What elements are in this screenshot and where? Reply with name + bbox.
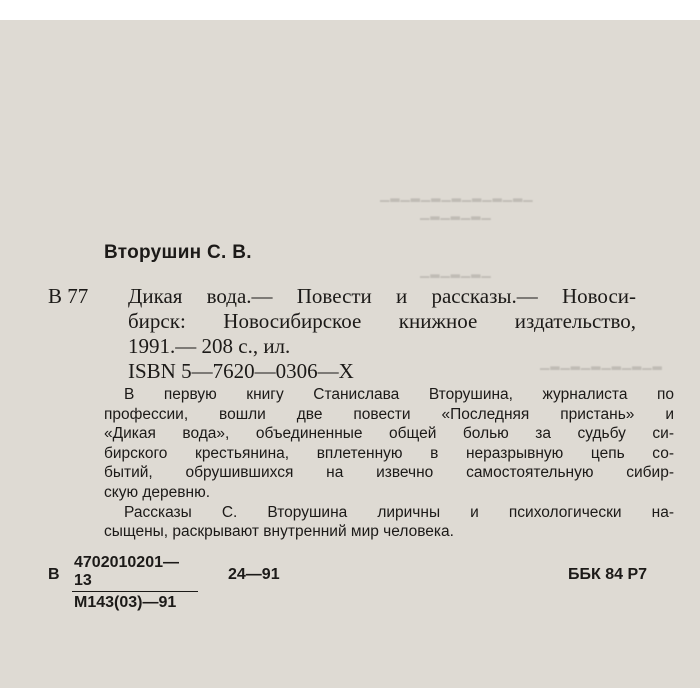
annotation-line: сыщены, раскрывают внутренний мир человека. <box>104 523 454 541</box>
index-prefix: В <box>48 566 60 583</box>
annotation-line: Рассказы С. Вторушина лиричны и психологически на- <box>124 503 674 521</box>
index-fraction <box>72 554 198 612</box>
annotation-line: профессии, вошли две повести «Последняя пристань» и <box>104 405 674 423</box>
author-heading: Вторушин С. В. <box>104 242 252 263</box>
annotation-line: скую деревню. <box>104 483 211 501</box>
description-line: 1991.— 208 с., ил. <box>128 334 291 358</box>
bibliographic-description <box>128 284 636 384</box>
index-numerator: 4702010201—13 <box>72 554 198 592</box>
bleed-through-texture: ▁▂▁▂▁▂▁ <box>420 264 492 278</box>
annotation-line: бытий, обрушившихся на извечно самостоятельную сибир- <box>104 464 674 482</box>
description-line: Дикая вода.— Повести и рассказы.— Новоси- <box>128 284 636 308</box>
annotation-line: «Дикая вода», объединенные общей болью за судьбу си- <box>104 425 674 443</box>
bleed-through-texture: ▁▂▁▂▁▂▁ <box>420 206 492 220</box>
classification-code: В 77 <box>48 284 89 308</box>
bleed-through-texture: ▁▂▁▂▁▂▁▂▁▂▁▂▁▂▁ <box>380 188 534 202</box>
annotation <box>104 385 674 542</box>
index-denominator: М143(03)—91 <box>74 594 177 611</box>
catalog-page <box>0 20 700 688</box>
bbk-code: ББК 84 Р7 <box>568 566 648 583</box>
bleed-through-texture: ▁▂▁▂▁▂▁▂▁▂▁▂ <box>540 356 663 370</box>
isbn-line: ISBN 5—7620—0306—X <box>128 359 354 383</box>
index-series: 24—91 <box>228 566 280 583</box>
annotation-line: В первую книгу Станислава Вторушина, журналиста по <box>124 386 674 403</box>
description-line: бирск: Новосибирское книжное издательство, <box>128 309 636 333</box>
annotation-line: бирского крестьянина, вплетенную в неразрывную цепь со- <box>104 444 674 462</box>
